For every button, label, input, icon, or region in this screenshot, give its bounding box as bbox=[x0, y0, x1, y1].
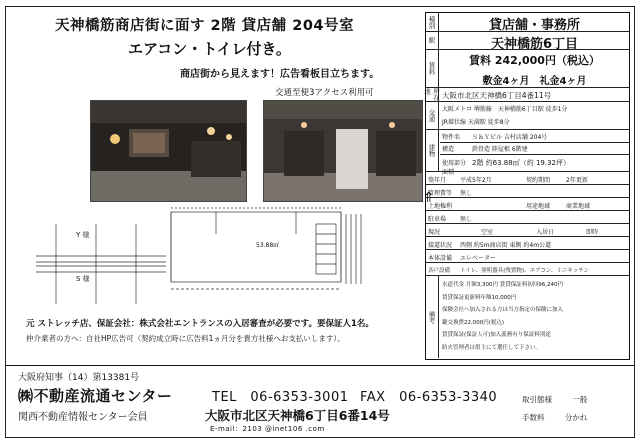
note-item: 賃貸保証(保証人可)加入義務有り保証料別途 bbox=[442, 332, 551, 338]
deposit-value: 敷金4ヶ月 礼金4ヶ月 bbox=[482, 76, 587, 87]
north-arrow-icon: ⇑ bbox=[423, 190, 435, 206]
company-address: 大阪市北区天神橋6丁目6番14号 bbox=[205, 408, 390, 423]
visibility-note: 商店街から見えます！広告看板目立ちます。 bbox=[180, 69, 380, 80]
station-value: 天神橋筋6丁目 bbox=[490, 37, 579, 52]
area-label: 使用部分面積 bbox=[442, 160, 467, 176]
bldg-name-label: 物件名 bbox=[442, 134, 461, 141]
road-value: 西側 約5m商店街 東側 約4m公道 bbox=[460, 242, 552, 249]
bldg-label: 建物 bbox=[426, 130, 439, 171]
move-value: 即時 bbox=[586, 229, 599, 236]
rent-label: 賃料 bbox=[426, 50, 439, 87]
subheadline: エアコン・トイレ付き。 bbox=[128, 40, 291, 58]
facility-value: エレベーター bbox=[460, 255, 497, 262]
access-line-1: 大阪メトロ 堺筋線 天神橋筋6丁目駅 徒歩1分 bbox=[442, 106, 568, 113]
company-name: ㈱不動産流通センター bbox=[18, 387, 173, 405]
property-spec-table bbox=[425, 12, 630, 360]
contract-value: 2年更新 bbox=[566, 177, 588, 184]
status-label: 現況 bbox=[428, 229, 441, 236]
notes-list bbox=[442, 279, 563, 354]
interior-photo-2 bbox=[263, 100, 423, 202]
tel-number: TEL 06-6353-3001 bbox=[212, 390, 349, 405]
built-label: 築年月 bbox=[428, 177, 447, 184]
transport-note: 交通至便3アクセス利用可 bbox=[275, 88, 374, 98]
rent-value: 賃料 242,000円（税込） bbox=[469, 54, 600, 67]
parking-value: 無し bbox=[460, 216, 473, 223]
access-line-2: JR環状線 天満駅 徒歩8分 bbox=[442, 119, 510, 126]
license-number: 大阪府知事（14）第13381号 bbox=[18, 373, 140, 383]
structure-value: 鉄骨造 陸屋根 6階建 bbox=[472, 146, 528, 153]
deal-type bbox=[522, 394, 587, 405]
type-label: 種別 bbox=[426, 13, 439, 31]
road-label: 接道状況 bbox=[428, 242, 453, 249]
access-label: 交通 bbox=[426, 102, 439, 129]
fax-number: FAX 06-6353-3340 bbox=[360, 390, 498, 405]
plan-label-s: S 様 bbox=[76, 275, 90, 283]
admin-value: 無し bbox=[460, 190, 473, 197]
note-item: 防火管理者は借主にて選任して下さい。 bbox=[442, 344, 542, 351]
association: 関西不動産情報センター会員 bbox=[18, 412, 148, 423]
remarks-line-1: 元 ストレッチ店、保証会社：株式会社エントランスの入居審査が必要です。要保証人1名。 bbox=[26, 319, 374, 329]
note-item: 鍵交換費22,000円(税込) bbox=[442, 319, 505, 326]
move-label: 入居日 bbox=[536, 229, 555, 236]
contract-label: 契約期間 bbox=[526, 177, 551, 184]
equip-label: 各戸設備 bbox=[428, 268, 451, 274]
structure-label: 構造 bbox=[442, 146, 455, 153]
bldg-name-value: Ｓ＆Ｙビル 吉村店舗 204号 bbox=[472, 134, 548, 141]
company-email: E-mail：2103 @inet106 .com bbox=[210, 425, 325, 433]
land-label: 土地権利 bbox=[428, 203, 453, 210]
interior-photo-1 bbox=[90, 100, 247, 202]
equip-value: トイレ、照明器具(残置物)、エアコン、ミニキッチン bbox=[460, 268, 589, 274]
parking-label: 駐車場 bbox=[428, 216, 447, 223]
plan-label-y: Y 様 bbox=[76, 231, 90, 239]
station-label: 駅 bbox=[426, 32, 439, 49]
note-item: 水道代金 月額3,300円 賃貸保証料初回96,240円 bbox=[442, 282, 563, 288]
facility-label: 本体設備 bbox=[428, 255, 453, 262]
fee-label: 手数料 bbox=[522, 413, 545, 422]
headline: 天神橋筋商店街に面す 2階 貸店舗 204号室 bbox=[55, 18, 354, 34]
remarks-line-2: 仲介業者の方へ：自社HP広告可（契約成立時に広告料1ヵ月分を貴方社様へお支払いします）。 bbox=[26, 334, 345, 343]
fee-value: 分かれ bbox=[564, 413, 588, 422]
area-value: 2階 約63.88㎡（約 19.32坪） bbox=[472, 159, 570, 167]
type-value: 貸店舗・事務所 bbox=[488, 18, 580, 33]
fee-type bbox=[522, 412, 587, 423]
admin-label: 管理費等 bbox=[428, 190, 453, 197]
note-item: 賃貸保証更新料年額10,000円 bbox=[442, 294, 517, 301]
note-item: 保険会社へ加入される方は当方指定の保険に加入 bbox=[442, 307, 564, 313]
deal-label: 取引態様 bbox=[522, 395, 552, 404]
use-value: 商業地域 bbox=[566, 203, 591, 210]
use-label: 用途地域 bbox=[526, 203, 551, 210]
address-label: 所在地 bbox=[423, 88, 440, 101]
plan-dim: 53.88㎡ bbox=[256, 242, 280, 249]
deal-value: 一般 bbox=[572, 395, 588, 404]
status-value: 空室 bbox=[481, 229, 494, 236]
built-value: 平成5年2月 bbox=[460, 177, 492, 184]
floorplan bbox=[16, 204, 416, 314]
address-value: 大阪市北区天神橋6丁目4番11号 bbox=[442, 91, 552, 100]
notes-label: 備考 bbox=[426, 276, 439, 358]
